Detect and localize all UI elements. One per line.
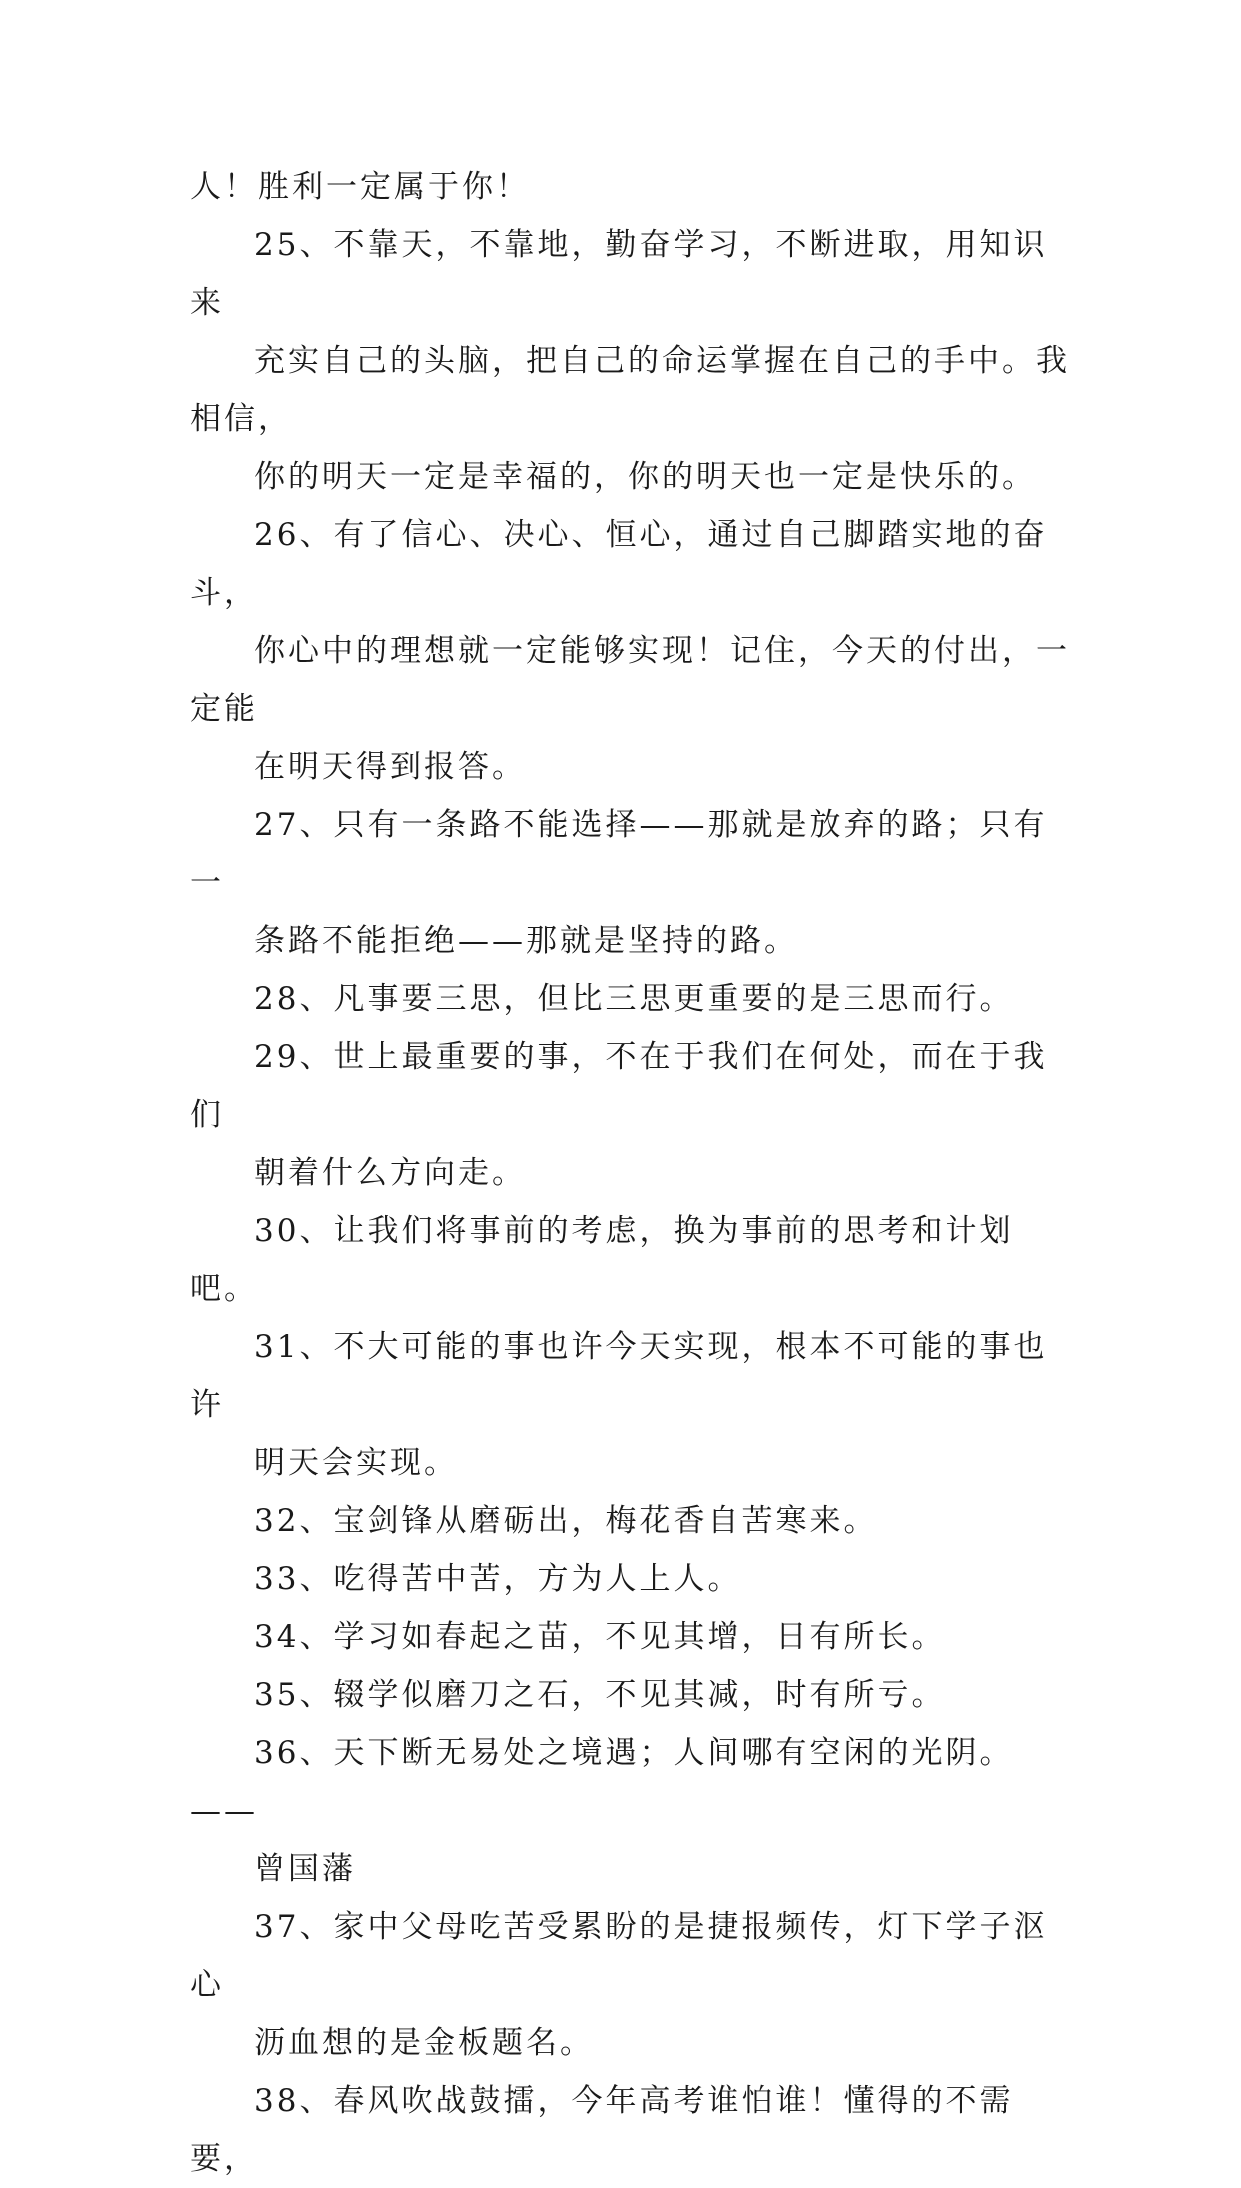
text-line: 条路不能拒绝——那就是坚持的路。: [254, 923, 798, 959]
paragraph: [190, 1550, 1070, 1608]
paragraph: [190, 970, 1070, 1028]
paragraph: [190, 2072, 1070, 2188]
text-line: 34、学习如春起之苗，不见其增，日有所长。: [254, 1619, 946, 1655]
text-line: 朝着什么方向走。: [254, 1155, 526, 1191]
text-line: 28、凡事要三思，但比三思更重要的是三思而行。: [254, 981, 1014, 1017]
paragraph: [190, 796, 1070, 970]
text-line: 明天会实现。: [254, 1445, 458, 1481]
text-line: 沥血想的是金板题名。: [254, 2025, 594, 2061]
paragraph: [190, 1318, 1070, 1492]
text-line: 27、只有一条路不能选择——那就是放弃的路；只有一: [190, 807, 1048, 901]
text-line: 你的明天一定是幸福的，你的明天也一定是快乐的。: [254, 459, 1036, 495]
document-body: [190, 158, 1070, 2188]
text-line: 32、宝剑锋从磨砺出，梅花香自苦寒来。: [254, 1503, 878, 1539]
paragraph: [190, 1202, 1070, 1318]
text-line: 30、让我们将事前的考虑，换为事前的思考和计划吧。: [190, 1213, 1014, 1307]
text-line: 31、不大可能的事也许今天实现，根本不可能的事也许: [190, 1329, 1048, 1423]
text-line: 在明天得到报答。: [254, 749, 526, 785]
paragraph: [190, 158, 1070, 216]
paragraph: [190, 1724, 1070, 1898]
text-line: 曾国藩: [254, 1851, 356, 1887]
paragraph: [190, 1666, 1070, 1724]
paragraph: [190, 506, 1070, 796]
paragraph: [190, 1028, 1070, 1202]
text-line: 充实自己的头脑，把自己的命运掌握在自己的手中。我相信，: [190, 343, 1070, 437]
text-line: 35、辍学似磨刀之石，不见其减，时有所亏。: [254, 1677, 946, 1713]
paragraph: [190, 1608, 1070, 1666]
paragraph: [190, 216, 1070, 506]
text-line: 36、天下断无易处之境遇；人间哪有空闲的光阴。——: [190, 1735, 1014, 1829]
text-line: 人！胜利一定属于你！: [190, 169, 530, 205]
text-line: 37、家中父母吃苦受累盼的是捷报频传，灯下学子沤心: [190, 1909, 1048, 2003]
text-line: 33、吃得苦中苦，方为人上人。: [254, 1561, 742, 1597]
text-line: 38、春风吹战鼓擂，今年高考谁怕谁！懂得的不需要，: [190, 2083, 1014, 2177]
text-line: 29、世上最重要的事，不在于我们在何处，而在于我们: [190, 1039, 1048, 1133]
paragraph: [190, 1898, 1070, 2072]
text-line: 你心中的理想就一定能够实现！记住，今天的付出，一定能: [190, 633, 1070, 727]
text-line: 26、有了信心、决心、恒心，通过自己脚踏实地的奋斗，: [190, 517, 1048, 611]
paragraph: [190, 1492, 1070, 1550]
text-line: 25、不靠天，不靠地，勤奋学习，不断进取，用知识来: [190, 227, 1048, 321]
